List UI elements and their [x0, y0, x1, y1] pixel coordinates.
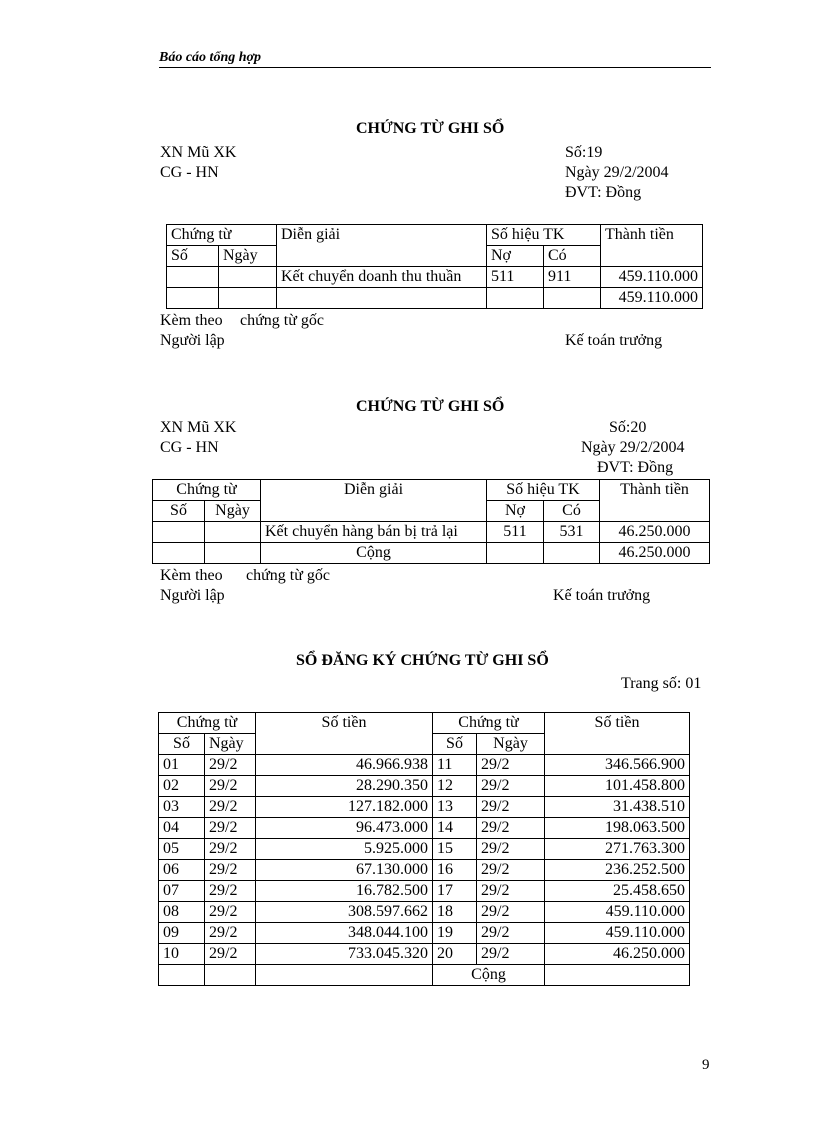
row-credit: 531	[544, 522, 600, 543]
cell-n1: 10	[159, 944, 205, 965]
voucher1-preparer: Người lập	[160, 332, 225, 349]
cell-d1: 29/2	[205, 944, 256, 965]
row-debit: 511	[487, 267, 544, 288]
col-no-right: Số	[433, 734, 477, 755]
table-row	[159, 776, 690, 797]
col-debit: Nợ	[487, 246, 544, 267]
table-header-row	[153, 480, 710, 501]
cell-n1: 04	[159, 818, 205, 839]
cell-n1: 03	[159, 797, 205, 818]
register-table	[158, 712, 690, 986]
cell-a2: 25.458.650	[545, 881, 690, 902]
col-doc-date: Ngày	[219, 246, 277, 267]
col-amount-right: Số tiền	[545, 713, 690, 734]
total-label	[277, 288, 487, 309]
col-amount: Thành tiền	[601, 225, 703, 246]
cell-a2: 46.250.000	[545, 944, 690, 965]
cell-n2: 18	[433, 902, 477, 923]
cell-a1: 348.044.100	[256, 923, 433, 944]
table-header-row	[159, 713, 690, 734]
col-amount: Thành tiền	[600, 480, 710, 501]
voucher1-attach-label: Kèm theo	[160, 312, 223, 329]
cell-a1: 28.290.350	[256, 776, 433, 797]
cell-a1: 733.045.320	[256, 944, 433, 965]
col-date-left: Ngày	[205, 734, 256, 755]
table-row	[159, 944, 690, 965]
row-debit: 511	[487, 522, 544, 543]
running-header: Báo cáo tổng hợp	[159, 50, 262, 65]
cell-a2: 459.110.000	[545, 902, 690, 923]
col-doc: Chứng từ	[167, 225, 277, 246]
voucher2-number: Số:20	[609, 419, 647, 436]
cell-n1: 02	[159, 776, 205, 797]
table-row	[153, 522, 710, 543]
total-amount: 46.250.000	[600, 543, 710, 564]
cell-n1: 01	[159, 755, 205, 776]
cell-a1: 96.473.000	[256, 818, 433, 839]
col-doc-no: Số	[153, 501, 205, 522]
voucher1-branch: CG - HN	[160, 164, 219, 181]
row-desc: Kết chuyển hàng bán bị trả lại	[261, 522, 487, 543]
cell-a1: 127.182.000	[256, 797, 433, 818]
col-acct: Số hiệu TK	[487, 225, 601, 246]
page-number: 9	[702, 1057, 710, 1073]
cell-d2: 29/2	[477, 923, 545, 944]
cell-d2: 29/2	[477, 944, 545, 965]
cell-n2: 17	[433, 881, 477, 902]
cell-n1: 07	[159, 881, 205, 902]
cell-n1: 05	[159, 839, 205, 860]
voucher1-date: Ngày 29/2/2004	[565, 164, 669, 181]
col-doc-no: Số	[167, 246, 219, 267]
voucher1-org: XN Mũ XK	[160, 144, 237, 161]
voucher2-attach-label: Kèm theo	[160, 567, 223, 584]
cell-a2: 459.110.000	[545, 923, 690, 944]
col-credit: Có	[544, 246, 601, 267]
cell-d1: 29/2	[205, 818, 256, 839]
cell-n2: 15	[433, 839, 477, 860]
cell-n2: 13	[433, 797, 477, 818]
cell-a2: 101.458.800	[545, 776, 690, 797]
voucher1-number: Số:19	[565, 144, 603, 161]
col-amount-left: Số tiền	[256, 713, 433, 734]
cell-a2: 346.566.900	[545, 755, 690, 776]
voucher2-date: Ngày 29/2/2004	[581, 439, 685, 456]
row-desc: Kết chuyển doanh thu thuần	[277, 267, 487, 288]
cell-a2: 236.252.500	[545, 860, 690, 881]
voucher2-branch: CG - HN	[160, 439, 219, 456]
register-title: SỔ ĐĂNG KÝ CHỨNG TỪ GHI SỔ	[296, 652, 549, 669]
row-amount: 459.110.000	[601, 267, 703, 288]
cell-d1: 29/2	[205, 797, 256, 818]
cell-d2: 29/2	[477, 797, 545, 818]
cell-n1: 09	[159, 923, 205, 944]
table-row	[159, 902, 690, 923]
col-date-right: Ngày	[477, 734, 545, 755]
cell-n2: 20	[433, 944, 477, 965]
cell-a1: 46.966.938	[256, 755, 433, 776]
voucher2-chief: Kế toán trưởng	[553, 587, 651, 604]
total-amount: 459.110.000	[601, 288, 703, 309]
header-rule	[159, 67, 711, 68]
cell-d1: 29/2	[205, 860, 256, 881]
cell-d2: 29/2	[477, 776, 545, 797]
col-desc: Diễn giải	[261, 480, 487, 501]
register-page: Trang số: 01	[621, 675, 702, 692]
table-row	[159, 839, 690, 860]
table-row	[159, 797, 690, 818]
cell-d1: 29/2	[205, 923, 256, 944]
cell-n2: 19	[433, 923, 477, 944]
cell-d2: 29/2	[477, 902, 545, 923]
total-label: Cộng	[261, 543, 487, 564]
voucher2-org: XN Mũ XK	[160, 419, 237, 436]
cell-d1: 29/2	[205, 776, 256, 797]
cell-n2: 12	[433, 776, 477, 797]
table-header-row	[167, 225, 703, 246]
table-total-row	[159, 965, 690, 986]
voucher2-attach-text: chứng từ gốc	[246, 567, 330, 584]
cell-d2: 29/2	[477, 755, 545, 776]
voucher2-table	[152, 479, 710, 564]
table-row	[167, 267, 703, 288]
table-row	[159, 755, 690, 776]
cell-n1: 08	[159, 902, 205, 923]
col-desc: Diễn giải	[277, 225, 487, 246]
cell-a1: 5.925.000	[256, 839, 433, 860]
col-debit: Nợ	[487, 501, 544, 522]
voucher2-title: CHỨNG TỪ GHI SỔ	[356, 398, 505, 415]
col-doc-right: Chứng từ	[433, 713, 545, 734]
cell-a2: 31.438.510	[545, 797, 690, 818]
cell-d2: 29/2	[477, 839, 545, 860]
table-total-row	[167, 288, 703, 309]
cell-d2: 29/2	[477, 881, 545, 902]
cell-d2: 29/2	[477, 860, 545, 881]
cell-d1: 29/2	[205, 755, 256, 776]
cell-a1: 308.597.662	[256, 902, 433, 923]
col-doc-left: Chứng từ	[159, 713, 256, 734]
row-amount: 46.250.000	[600, 522, 710, 543]
cell-a1: 67.130.000	[256, 860, 433, 881]
voucher1-attach-text: chứng từ gốc	[240, 312, 324, 329]
table-row	[159, 923, 690, 944]
cell-n1: 06	[159, 860, 205, 881]
voucher2-unit: ĐVT: Đồng	[597, 459, 674, 476]
row-credit: 911	[544, 267, 601, 288]
cell-a2: 198.063.500	[545, 818, 690, 839]
voucher1-title: CHỨNG TỪ GHI SỔ	[356, 120, 505, 137]
cell-d2: 29/2	[477, 818, 545, 839]
col-doc: Chứng từ	[153, 480, 261, 501]
register-total-label: Cộng	[433, 965, 545, 986]
table-subheader-row	[159, 734, 690, 755]
cell-a2: 271.763.300	[545, 839, 690, 860]
voucher1-table	[166, 224, 703, 309]
cell-n2: 14	[433, 818, 477, 839]
col-doc-date: Ngày	[205, 501, 261, 522]
table-total-row	[153, 543, 710, 564]
table-row	[159, 881, 690, 902]
table-row	[159, 860, 690, 881]
col-acct: Số hiệu TK	[487, 480, 600, 501]
col-no-left: Số	[159, 734, 205, 755]
voucher2-preparer: Người lập	[160, 587, 225, 604]
col-credit: Có	[544, 501, 600, 522]
voucher1-chief: Kế toán trưởng	[565, 332, 663, 349]
table-row	[159, 818, 690, 839]
cell-n2: 11	[433, 755, 477, 776]
cell-d1: 29/2	[205, 881, 256, 902]
cell-d1: 29/2	[205, 839, 256, 860]
table-subheader-row	[153, 501, 710, 522]
cell-a1: 16.782.500	[256, 881, 433, 902]
cell-d1: 29/2	[205, 902, 256, 923]
table-subheader-row	[167, 246, 703, 267]
voucher1-unit: ĐVT: Đồng	[565, 184, 642, 201]
cell-n2: 16	[433, 860, 477, 881]
